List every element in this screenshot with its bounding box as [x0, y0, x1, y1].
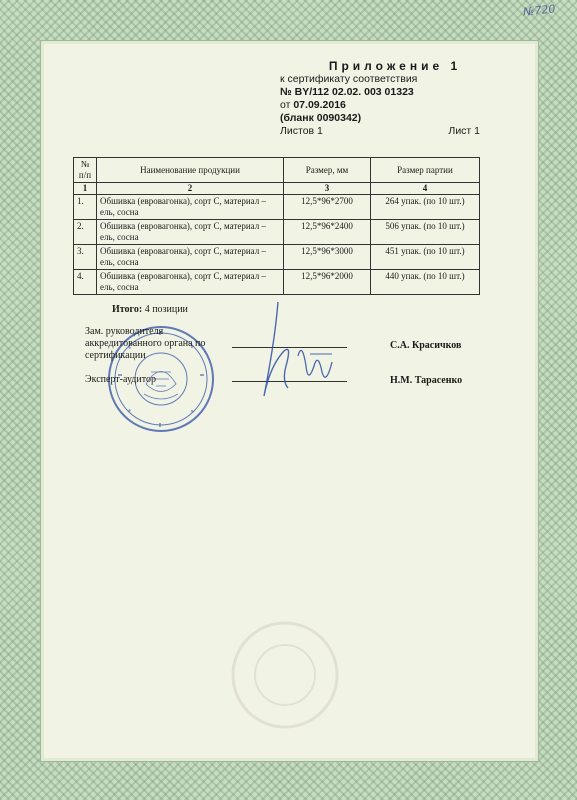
total-label: Итого: [112, 304, 143, 315]
total-line [112, 304, 188, 315]
header-num: № п/п [74, 158, 97, 183]
sheets-total: Листов 1 [280, 125, 323, 137]
header-size: Размер, мм [284, 158, 371, 183]
total-value: 4 позиции [144, 304, 188, 315]
blank-number: (бланк 0090342) [280, 112, 362, 124]
colnum: 1 [74, 183, 97, 195]
colnum: 3 [284, 183, 371, 195]
row-size: 12,5*96*2700 [284, 195, 371, 220]
row-num: 2. [74, 220, 97, 245]
sheet-current: Лист 1 [448, 125, 480, 137]
role-line: аккредитованного органа по [85, 338, 206, 349]
appendix-title: Приложение 1 [328, 59, 462, 73]
table-row [74, 270, 480, 295]
signatory-role-1 [85, 326, 205, 362]
signatory-name-1: С.А. Красичков [390, 340, 462, 351]
table-row [74, 220, 480, 245]
cert-number-line [280, 86, 480, 99]
header-name: Наименование продукции [97, 158, 284, 183]
role-line: Зам. руководителя [85, 326, 164, 337]
role-line: сертификации [85, 350, 146, 361]
cert-date-line [280, 99, 480, 112]
appendix-header [280, 60, 480, 138]
handwritten-note: №720 [521, 2, 556, 19]
header-line: к сертификату соответствия [280, 73, 418, 85]
cert-date: 07.09.2016 [293, 99, 346, 111]
signatory-role-2 [85, 374, 156, 386]
cert-number: BY/112 02.02. 003 01323 [294, 86, 414, 98]
row-name: Обшивка (евровагонка), сорт С, материал – ель, сосна [97, 270, 284, 295]
header-batch: Размер партии [371, 158, 480, 183]
row-name: Обшивка (евровагонка), сорт С, материал – ель, сосна [97, 195, 284, 220]
table-header-row [74, 158, 480, 183]
colnum: 2 [97, 183, 284, 195]
signature-icon [240, 296, 360, 406]
row-size: 12,5*96*2400 [284, 220, 371, 245]
row-size: 12,5*96*2000 [284, 270, 371, 295]
colnum: 4 [371, 183, 480, 195]
row-num: 1. [74, 195, 97, 220]
row-name: Обшивка (евровагонка), сорт С, материал – ель, сосна [97, 220, 284, 245]
row-size: 12,5*96*3000 [284, 245, 371, 270]
row-batch: 506 упак. (по 10 шт.) [371, 220, 480, 245]
row-name: Обшивка (евровагонка), сорт С, материал – ель, сосна [97, 245, 284, 270]
row-batch: 451 упак. (по 10 шт.) [371, 245, 480, 270]
product-table [73, 157, 480, 295]
embossed-seal-icon [230, 620, 340, 730]
date-prefix: от [280, 99, 291, 111]
table-row [74, 195, 480, 220]
signatory-name-2: Н.М. Тарасенко [390, 375, 463, 386]
role-line: Эксперт-аудитор [85, 374, 156, 385]
row-num: 4. [74, 270, 97, 295]
table-row [74, 245, 480, 270]
row-num: 3. [74, 245, 97, 270]
row-batch: 264 упак. (по 10 шт.) [371, 195, 480, 220]
sheet-info [280, 125, 480, 138]
row-batch: 440 упак. (по 10 шт.) [371, 270, 480, 295]
column-numbers-row [74, 183, 480, 195]
cert-prefix: № [280, 86, 292, 98]
